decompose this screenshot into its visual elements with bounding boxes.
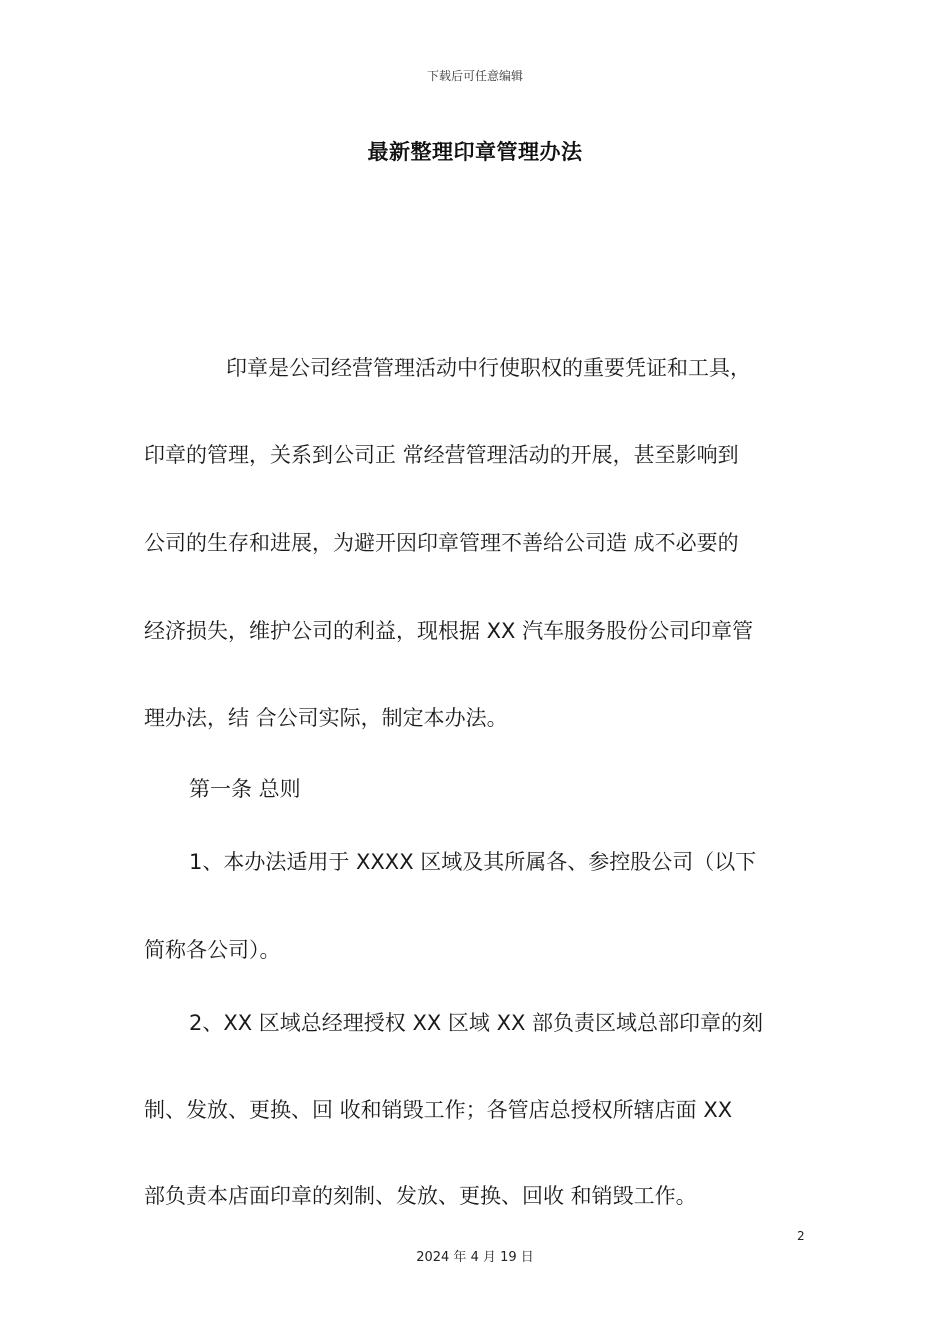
- paragraph-line: 2、XX 区域总经理授权 XX 区域 XX 部负责区域总部印章的刻: [189, 1011, 764, 1035]
- paragraph-line: 理办法，结 合公司实际，制定本办法。: [144, 706, 508, 730]
- paragraph-line: 印章的管理，关系到公司正 常经营管理活动的开展，甚至影响到: [144, 443, 739, 467]
- section-heading: 第一条 总则: [189, 777, 301, 801]
- paragraph-line: 公司的生存和进展，为避开因印章管理不善给公司造 成不必要的: [144, 531, 739, 555]
- paragraph-line: 制、发放、更换、回 收和销毁工作；各管店总授权所辖店面 XX: [144, 1098, 733, 1122]
- page-number: 2: [797, 1229, 805, 1243]
- paragraph-line: 部负责本店面印章的刻制、发放、更换、回收 和销毁工作。: [144, 1184, 697, 1208]
- paragraph-line: 印章是公司经营管理活动中行使职权的重要凭证和工具，: [226, 356, 751, 380]
- paragraph-line: 1、本办法适用于 XXXX 区域及其所属各、参控股公司（以下: [189, 850, 757, 874]
- header-note: 下载后可任意编辑: [426, 69, 523, 83]
- paragraph-line: 简称各公司）。: [144, 938, 281, 962]
- document-title: 最新整理印章管理办法: [367, 140, 583, 164]
- footer-date: 2024 年 4 月 19 日: [416, 1250, 534, 1265]
- paragraph-line: 经济损失，维护公司的利益，现根据 XX 汽车服务股份公司印章管: [144, 619, 754, 643]
